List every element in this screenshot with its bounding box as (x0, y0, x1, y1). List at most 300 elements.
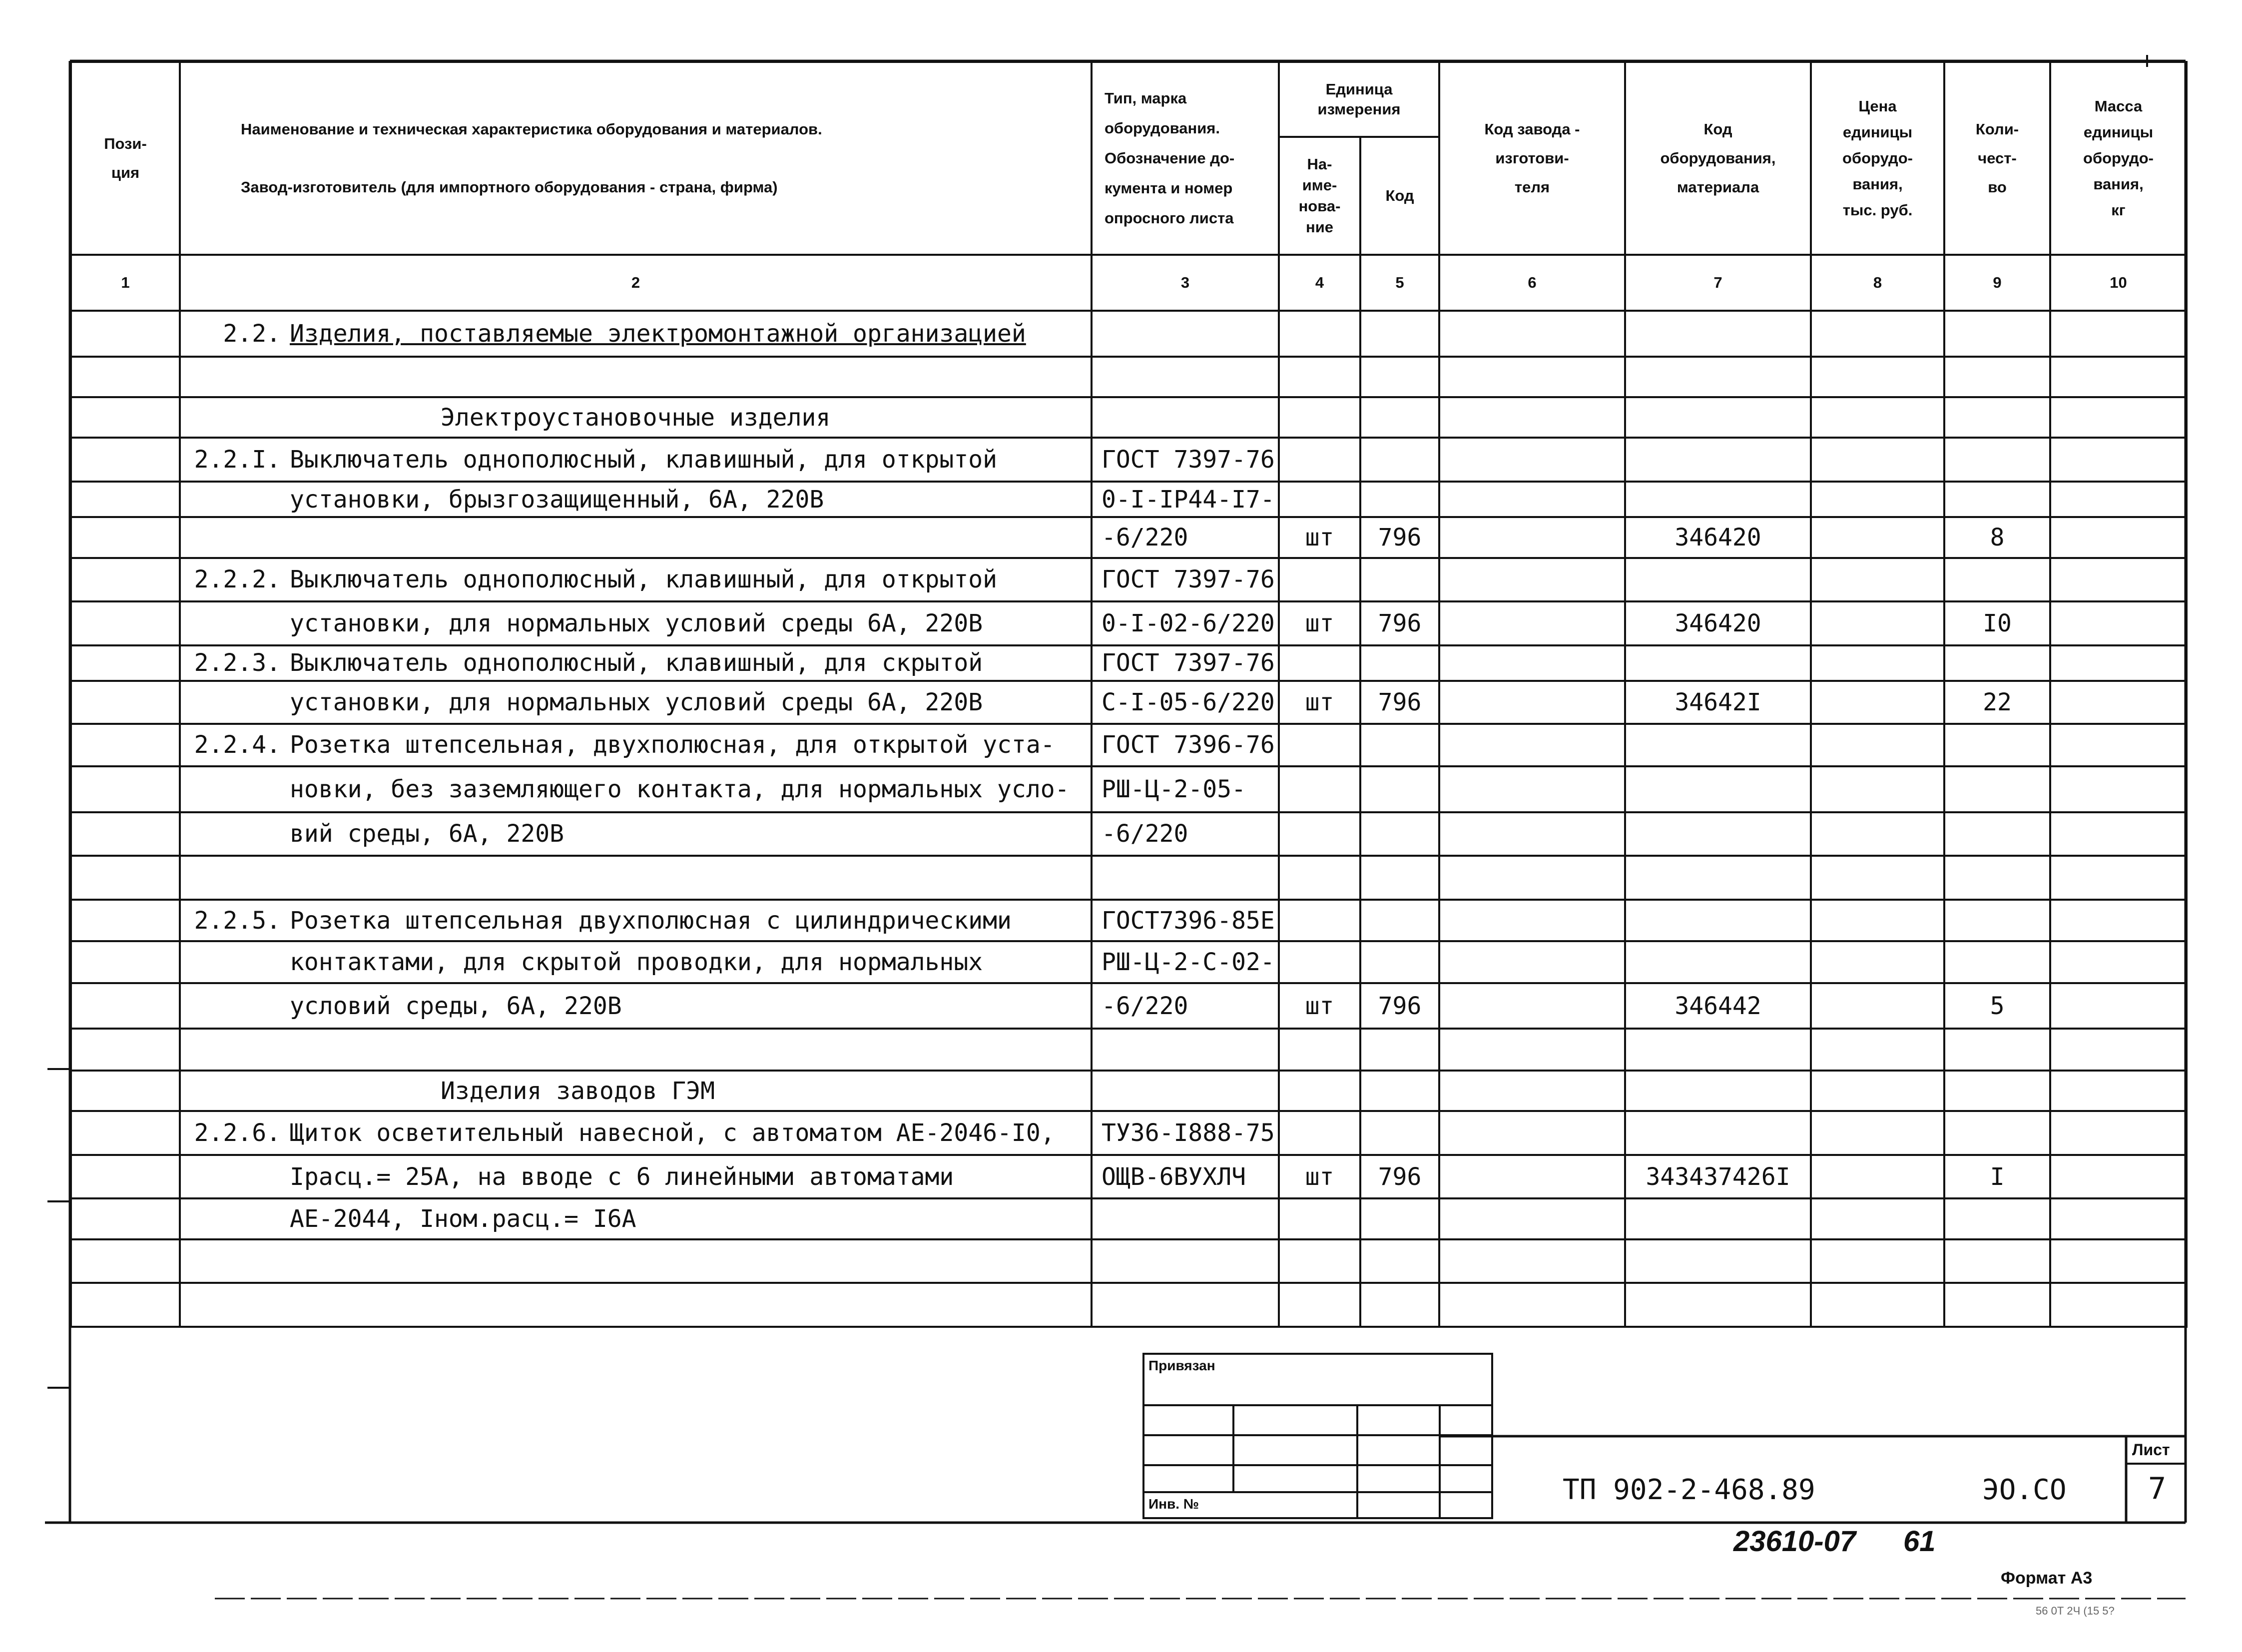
type-cell: ГОСТ7396-85Е (1092, 900, 1279, 941)
unit-code-cell: 796 (1360, 517, 1439, 557)
type-cell: ГОСТ 7397-76 (1092, 438, 1279, 482)
sheet-number: 7 (2148, 1471, 2167, 1506)
item-name: АЕ-2044, Iном.расц.= I6А (290, 1205, 636, 1233)
unit-code-cell (1360, 357, 1439, 397)
mass-cell (2050, 1111, 2187, 1155)
section-code: ЭО.СО (1982, 1474, 2067, 1506)
equipment-code-cell (1625, 1111, 1811, 1155)
mass-cell (2050, 724, 2187, 767)
type-cell (1092, 397, 1279, 438)
name-cell (180, 311, 1092, 357)
factory-code-cell (1439, 645, 1625, 681)
column-number: 5 (1360, 255, 1439, 311)
item-position: 2.2.6. (194, 1118, 281, 1147)
price-cell (1811, 357, 1944, 397)
name-cell (180, 397, 1092, 438)
name-cell (180, 558, 1092, 602)
unit-cell (1279, 482, 1360, 517)
position-cell (71, 1283, 180, 1327)
name-cell (180, 983, 1092, 1029)
column-number: 3 (1092, 255, 1279, 311)
name-cell (180, 1111, 1092, 1155)
position-cell (71, 766, 180, 812)
price-cell (1811, 517, 1944, 557)
unit-code-cell (1360, 397, 1439, 438)
price-cell (1811, 941, 1944, 983)
name-cell (180, 681, 1092, 724)
factory-code-cell (1439, 724, 1625, 767)
column-number: 9 (1944, 255, 2050, 311)
table-row (71, 397, 2187, 438)
name-cell (180, 438, 1092, 482)
table-row (71, 766, 2187, 812)
unit-code-cell (1360, 724, 1439, 767)
mass-cell (2050, 357, 2187, 397)
position-cell (71, 1198, 180, 1239)
position-cell (71, 397, 180, 438)
unit-code-cell (1360, 941, 1439, 983)
equipment-code-cell (1625, 1198, 1811, 1239)
price-cell (1811, 1155, 1944, 1199)
stamp-cell (1233, 1405, 1357, 1435)
equipment-code-cell (1625, 397, 1811, 438)
equipment-code-cell (1625, 1071, 1811, 1111)
unit-cell (1279, 1111, 1360, 1155)
name-cell (180, 601, 1092, 645)
unit-cell (1279, 856, 1360, 900)
position-cell (71, 1029, 180, 1070)
table-row (71, 900, 2187, 941)
header-position: Пози- ция (71, 62, 180, 255)
mass-cell (2050, 941, 2187, 983)
factory-code-cell (1439, 1283, 1625, 1327)
position-cell (71, 558, 180, 602)
factory-code-cell (1439, 1111, 1625, 1155)
column-number: 10 (2050, 255, 2187, 311)
table-row (71, 812, 2187, 856)
section-heading: Изделия заводов ГЭМ (441, 1077, 715, 1105)
unit-code-cell (1360, 482, 1439, 517)
unit-cell (1279, 438, 1360, 482)
item-name: Выключатель однополюсный, клавишный, для открытой (290, 565, 998, 594)
type-cell: РШ-Ц-2-05- (1092, 766, 1279, 812)
price-cell (1811, 1111, 1944, 1155)
header-type: Тип, марка оборудования. Обозначение до- кумента и номер опросного листа (1092, 62, 1279, 255)
equipment-code-cell (1625, 724, 1811, 767)
equipment-code-cell (1625, 438, 1811, 482)
mass-cell (2050, 983, 2187, 1029)
header-unit-name: На- име- нова- ние (1279, 137, 1360, 255)
type-cell (1092, 311, 1279, 357)
quantity-cell (1944, 558, 2050, 602)
position-cell (71, 645, 180, 681)
factory-code-cell (1439, 601, 1625, 645)
quantity-cell (1944, 311, 2050, 357)
item-name: контактами, для скрытой проводки, для нормальных (290, 948, 983, 976)
unit-code-cell (1360, 812, 1439, 856)
quantity-cell (1944, 766, 2050, 812)
type-cell: ГОСТ 7397-76 (1092, 645, 1279, 681)
factory-code-cell (1439, 558, 1625, 602)
unit-code-cell (1360, 1029, 1439, 1070)
factory-code-cell (1439, 1239, 1625, 1283)
equipment-code-cell (1625, 482, 1811, 517)
price-cell (1811, 558, 1944, 602)
stamp-cell (1357, 1435, 1440, 1465)
unit-code-cell (1360, 438, 1439, 482)
quantity-cell (1944, 1198, 2050, 1239)
factory-code-cell (1439, 438, 1625, 482)
stamp-cell (1143, 1465, 1233, 1492)
factory-code-cell (1439, 1155, 1625, 1199)
unit-code-cell (1360, 856, 1439, 900)
quantity-cell: 8 (1944, 517, 2050, 557)
type-cell: С-I-05-6/220 (1092, 681, 1279, 724)
price-cell (1811, 438, 1944, 482)
quantity-cell (1944, 1239, 2050, 1283)
header-unit-group: Единица измерения (1279, 62, 1439, 137)
stamp-cell (1357, 1492, 1440, 1518)
type-cell: -6/220 (1092, 983, 1279, 1029)
handwritten-number: 23610-07 (1733, 1525, 1856, 1558)
unit-cell (1279, 1198, 1360, 1239)
mass-cell (2050, 681, 2187, 724)
unit-cell (1279, 1283, 1360, 1327)
unit-code-cell (1360, 1283, 1439, 1327)
equipment-code-cell (1625, 941, 1811, 983)
unit-cell (1279, 1029, 1360, 1070)
position-cell (71, 357, 180, 397)
quantity-cell (1944, 645, 2050, 681)
quantity-cell (1944, 856, 2050, 900)
quantity-cell (1944, 1029, 2050, 1070)
equipment-code-cell (1625, 856, 1811, 900)
quantity-cell (1944, 812, 2050, 856)
name-cell (180, 1198, 1092, 1239)
quantity-cell (1944, 900, 2050, 941)
table-row (71, 482, 2187, 517)
name-cell (180, 900, 1092, 941)
quantity-cell: I0 (1944, 601, 2050, 645)
unit-cell (1279, 645, 1360, 681)
unit-cell (1279, 1239, 1360, 1283)
price-cell (1811, 724, 1944, 767)
type-cell: ГОСТ 7396-76 (1092, 724, 1279, 767)
equipment-code-cell (1625, 900, 1811, 941)
name-cell (180, 1029, 1092, 1070)
position-cell (71, 1111, 180, 1155)
stamp-cell (1143, 1435, 1233, 1465)
price-cell (1811, 397, 1944, 438)
table-row (71, 1111, 2187, 1155)
type-cell (1092, 357, 1279, 397)
item-position: 2.2.4. (194, 731, 281, 759)
unit-cell: шт (1279, 983, 1360, 1029)
table-row (71, 681, 2187, 724)
column-number: 1 (71, 255, 180, 311)
table-row (71, 601, 2187, 645)
position-cell (71, 482, 180, 517)
position-cell (71, 517, 180, 557)
header-factory-code: Код завода - изготови- теля (1439, 62, 1625, 255)
unit-code-cell (1360, 900, 1439, 941)
price-cell (1811, 645, 1944, 681)
factory-code-cell (1439, 812, 1625, 856)
factory-code-cell (1439, 397, 1625, 438)
stamp-inv-label: Инв. № (1143, 1492, 1357, 1518)
factory-code-cell (1439, 900, 1625, 941)
footer-code: 56 0Т 2Ч (15 5? (2036, 1605, 2115, 1617)
mass-cell (2050, 1283, 2187, 1327)
quantity-cell (1944, 1071, 2050, 1111)
price-cell (1811, 1198, 1944, 1239)
quantity-cell: 22 (1944, 681, 2050, 724)
item-position: 2.2.I. (194, 446, 281, 474)
item-position: 2.2.2. (194, 565, 281, 594)
stamp-cell (1440, 1465, 1492, 1492)
mass-cell (2050, 517, 2187, 557)
price-cell (1811, 766, 1944, 812)
unit-code-cell: 796 (1360, 1155, 1439, 1199)
type-cell (1092, 1071, 1279, 1111)
position-cell (71, 1071, 180, 1111)
position-cell (71, 311, 180, 357)
mass-cell (2050, 766, 2187, 812)
unit-code-cell (1360, 1111, 1439, 1155)
unit-code-cell (1360, 1239, 1439, 1283)
item-name: Щиток осветительный навесной, с автоматом АЕ-2046-I0, (290, 1118, 1055, 1147)
mass-cell (2050, 1155, 2187, 1199)
item-position: 2.2.3. (194, 649, 281, 677)
table-row (71, 1198, 2187, 1239)
item-name: Выключатель однополюсный, клавишный, для скрытой (290, 649, 983, 677)
column-number: 2 (180, 255, 1092, 311)
name-cell (180, 482, 1092, 517)
quantity-cell (1944, 941, 2050, 983)
unit-code-cell: 796 (1360, 681, 1439, 724)
quantity-cell (1944, 1111, 2050, 1155)
unit-cell (1279, 812, 1360, 856)
unit-cell: шт (1279, 681, 1360, 724)
item-name: Iрасц.= 25А, на вводе с 6 линейными автоматами (290, 1162, 954, 1191)
quantity-cell: I (1944, 1155, 2050, 1199)
type-cell: ТУ36-I888-75 (1092, 1111, 1279, 1155)
table-row (71, 645, 2187, 681)
stamp-tied-label: Привязан (1143, 1354, 1492, 1405)
unit-cell (1279, 941, 1360, 983)
mass-cell (2050, 900, 2187, 941)
unit-cell: шт (1279, 601, 1360, 645)
approval-stamp (1142, 1353, 1493, 1519)
table-row (71, 517, 2187, 557)
stamp-cell (1357, 1405, 1440, 1435)
quantity-cell (1944, 438, 2050, 482)
type-cell: ОЩВ-6ВУХЛЧ (1092, 1155, 1279, 1199)
unit-cell: шт (1279, 517, 1360, 557)
item-position: 2.2. (223, 319, 281, 348)
unit-code-cell (1360, 766, 1439, 812)
price-cell (1811, 601, 1944, 645)
factory-code-cell (1439, 482, 1625, 517)
mass-cell (2050, 1198, 2187, 1239)
unit-code-cell (1360, 311, 1439, 357)
unit-cell (1279, 558, 1360, 602)
unit-cell (1279, 900, 1360, 941)
mass-cell (2050, 482, 2187, 517)
item-name: установки, для нормальных условий среды 6А, 220В (290, 688, 983, 716)
equipment-code-cell (1625, 558, 1811, 602)
type-cell: -6/220 (1092, 517, 1279, 557)
sheet-label: Лист (2132, 1441, 2170, 1459)
price-cell (1811, 681, 1944, 724)
equipment-code-cell: 346420 (1625, 517, 1811, 557)
name-cell (180, 856, 1092, 900)
price-cell (1811, 311, 1944, 357)
equipment-code-cell (1625, 1029, 1811, 1070)
position-cell (71, 983, 180, 1029)
position-cell (71, 724, 180, 767)
item-name: установки, брызгозащищенный, 6А, 220В (290, 485, 824, 514)
item-name: установки, для нормальных условий среды 6А, 220В (290, 609, 983, 638)
mass-cell (2050, 645, 2187, 681)
mass-cell (2050, 1071, 2187, 1111)
name-cell (180, 941, 1092, 983)
factory-code-cell (1439, 983, 1625, 1029)
name-cell (180, 357, 1092, 397)
name-cell (180, 1239, 1092, 1283)
unit-cell (1279, 397, 1360, 438)
equipment-code-cell: 343437426I (1625, 1155, 1811, 1199)
table-row (71, 941, 2187, 983)
equipment-code-cell (1625, 645, 1811, 681)
stamp-cell (1440, 1405, 1492, 1435)
specification-table (70, 61, 2188, 1328)
header-name: Наименование и техническая характеристика оборудования и материалов. Завод-изготовитель (для импортного оборудования - страна, фирма) (180, 62, 1092, 255)
quantity-cell (1944, 482, 2050, 517)
name-cell (180, 517, 1092, 557)
type-cell: 0-I-02-6/220 (1092, 601, 1279, 645)
type-cell: -6/220 (1092, 812, 1279, 856)
equipment-code-cell (1625, 812, 1811, 856)
mass-cell (2050, 856, 2187, 900)
unit-cell (1279, 724, 1360, 767)
unit-code-cell (1360, 645, 1439, 681)
price-cell (1811, 900, 1944, 941)
item-position: 2.2.5. (194, 906, 281, 935)
column-number: 8 (1811, 255, 1944, 311)
name-cell (180, 1071, 1092, 1111)
price-cell (1811, 482, 1944, 517)
position-cell (71, 812, 180, 856)
mass-cell (2050, 438, 2187, 482)
equipment-code-cell (1625, 766, 1811, 812)
header-quantity: Коли- чест- во (1944, 62, 2050, 255)
position-cell (71, 856, 180, 900)
factory-code-cell (1439, 681, 1625, 724)
type-cell: 0-I-IP44-I7- (1092, 482, 1279, 517)
position-cell (71, 1239, 180, 1283)
type-cell: ГОСТ 7397-76 (1092, 558, 1279, 602)
price-cell (1811, 1283, 1944, 1327)
unit-cell (1279, 766, 1360, 812)
unit-code-cell (1360, 1198, 1439, 1239)
factory-code-cell (1439, 1029, 1625, 1070)
price-cell (1811, 983, 1944, 1029)
factory-code-cell (1439, 1071, 1625, 1111)
handwritten-page: 61 (1903, 1525, 1936, 1558)
table-row (71, 558, 2187, 602)
position-cell (71, 438, 180, 482)
equipment-code-cell: 34642I (1625, 681, 1811, 724)
mass-cell (2050, 812, 2187, 856)
position-cell (71, 900, 180, 941)
name-cell (180, 1283, 1092, 1327)
item-name: условий среды, 6А, 220В (290, 992, 622, 1020)
mass-cell (2050, 1029, 2187, 1070)
name-cell (180, 724, 1092, 767)
mass-cell (2050, 558, 2187, 602)
mass-cell (2050, 601, 2187, 645)
table-row (71, 357, 2187, 397)
quantity-cell: 5 (1944, 983, 2050, 1029)
header-equipment-code: Код оборудования, материала (1625, 62, 1811, 255)
column-number: 4 (1279, 255, 1360, 311)
table-row (71, 856, 2187, 900)
item-name: Выключатель однополюсный, клавишный, для открытой (290, 446, 998, 474)
column-number-row (71, 255, 2187, 311)
unit-cell (1279, 1071, 1360, 1111)
position-cell (71, 601, 180, 645)
document-code: ТП 902-2-468.89 (1563, 1474, 1815, 1506)
table-row (71, 1155, 2187, 1199)
item-name: Розетка штепсельная, двухполюсная, для открытой уста- (290, 731, 1055, 759)
stamp-cell (1233, 1435, 1357, 1465)
table-row (71, 1239, 2187, 1283)
item-name: новки, без заземляющего контакта, для нормальных усло- (290, 775, 1070, 803)
header-mass: Масса единицы оборудо- вания, кг (2050, 62, 2187, 255)
equipment-code-cell (1625, 1283, 1811, 1327)
type-cell (1092, 1239, 1279, 1283)
factory-code-cell (1439, 357, 1625, 397)
price-cell (1811, 812, 1944, 856)
type-cell (1092, 1029, 1279, 1070)
name-cell (180, 812, 1092, 856)
item-name: вий среды, 6А, 220В (290, 820, 564, 848)
type-cell: РШ-Ц-2-С-02- (1092, 941, 1279, 983)
unit-code-cell (1360, 1071, 1439, 1111)
type-cell (1092, 856, 1279, 900)
price-cell (1811, 856, 1944, 900)
unit-cell (1279, 311, 1360, 357)
type-cell (1092, 1198, 1279, 1239)
stamp-cell (1143, 1405, 1233, 1435)
price-cell (1811, 1239, 1944, 1283)
position-cell (71, 1155, 180, 1199)
quantity-cell (1944, 1283, 2050, 1327)
column-number: 7 (1625, 255, 1811, 311)
table-row (71, 983, 2187, 1029)
unit-code-cell: 796 (1360, 601, 1439, 645)
quantity-cell (1944, 397, 2050, 438)
equipment-code-cell: 346442 (1625, 983, 1811, 1029)
format-label: Формат А3 (2001, 1569, 2093, 1588)
mass-cell (2050, 1239, 2187, 1283)
item-name: Розетка штепсельная двухполюсная с цилиндрическими (290, 906, 1012, 935)
table-row (71, 724, 2187, 767)
unit-code-cell: 796 (1360, 983, 1439, 1029)
item-name: Изделия, поставляемые электромонтажной организацией (290, 319, 1026, 348)
mass-cell (2050, 397, 2187, 438)
